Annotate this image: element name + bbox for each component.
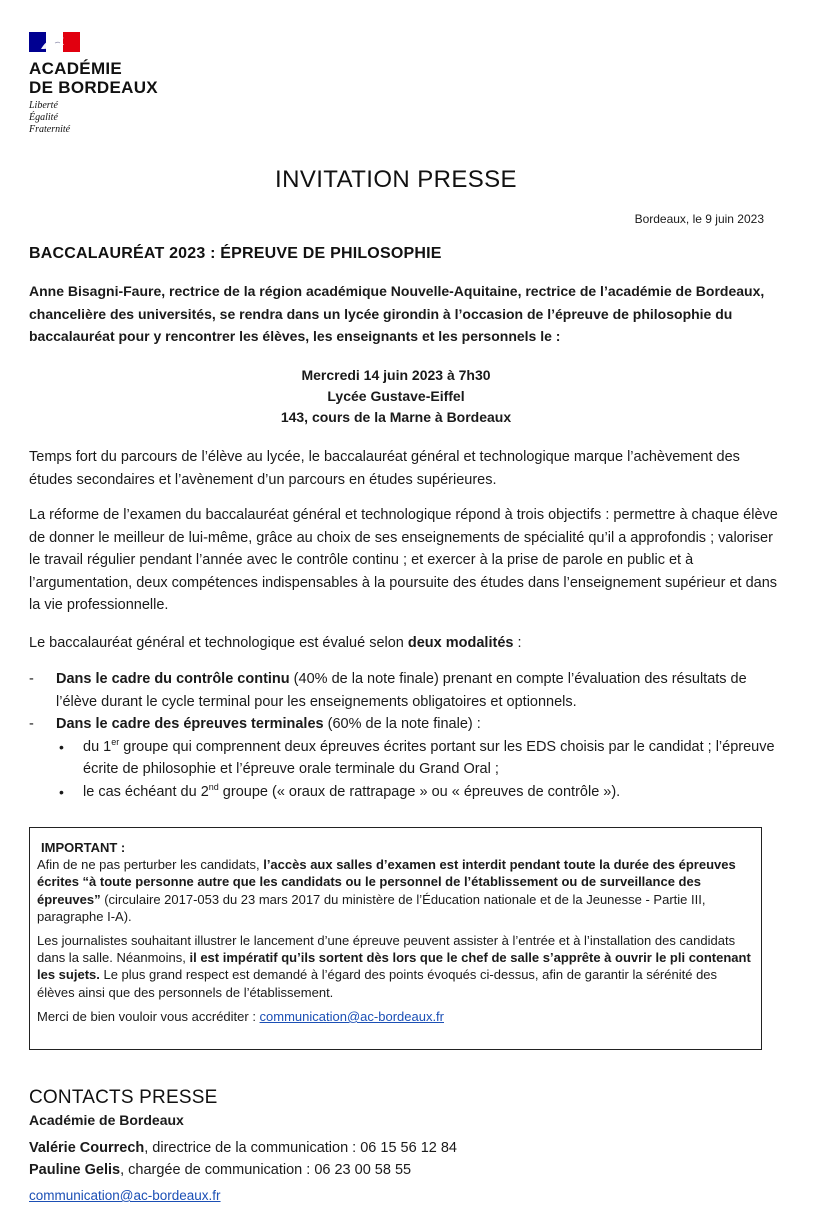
contacts-email-link[interactable]: communication@ac-bordeaux.fr bbox=[29, 1188, 221, 1203]
document-date: Bordeaux, le 9 juin 2023 bbox=[634, 212, 764, 226]
list-item: - Dans le cadre du contrôle continu (40% de la note finale) prenant en compte l’évaluation des résultats de l’élève durant le cycle terminal pour les enseignements obligatoires et optionnels. bbox=[29, 671, 747, 710]
paragraph-1: Temps fort du parcours de l’élève au lycée, le baccalauréat général et technologique marque l’achèvement des études secondaires et l’avènement d’un parcours en études supérieures. bbox=[29, 449, 740, 488]
lead-paragraph: Anne Bisagni-Faure, rectrice de la région académique Nouvelle-Aquitaine, rectrice de l’académie de Bordeaux, chancelière des universités, se rendra dans un lycée girondin à l’occasion de l’épreuve de philosophie du baccalauréat pour y rencontrer les élèves, les enseignants et les personnels le : bbox=[29, 283, 765, 344]
paragraph-3-bold: deux modalités bbox=[407, 635, 514, 651]
contacts-title: CONTACTS PRESSE bbox=[29, 1087, 218, 1108]
event-details bbox=[0, 365, 792, 428]
academie-name bbox=[29, 59, 158, 97]
document-heading: BACCALAURÉAT 2023 : ÉPREUVE DE PHILOSOPHIE bbox=[29, 245, 442, 262]
event-address: 143, cours de la Marne à Bordeaux bbox=[280, 409, 512, 425]
modalities-list bbox=[29, 668, 779, 803]
motto-egalite: Égalité bbox=[29, 112, 58, 123]
important-paragraph-1: Afin de ne pas perturber les candidats, l’accès aux salles d’examen est interdit pendant toute la durée des épreuves écrites “à toute personne autre que les candidats ou le personnel de l’établissement ou de surveillance des épreuves” (circulaire 2017-053 du 23 mars 2017 du ministère de l’Éducation nationale et de la Jeunesse - Partie III, paragraphe I-A). bbox=[37, 857, 736, 924]
document-title: INVITATION PRESSE bbox=[275, 166, 517, 193]
event-datetime: Mercredi 14 juin 2023 à 7h30 bbox=[301, 367, 491, 383]
academie-logo bbox=[29, 32, 158, 136]
bullet-icon: • bbox=[59, 738, 64, 755]
important-label: IMPORTANT : bbox=[41, 840, 126, 855]
list-item: - Dans le cadre des épreuves terminales (60% de la note finale) : bbox=[29, 716, 481, 732]
bullet-icon: • bbox=[59, 783, 64, 800]
republique-flag-icon bbox=[29, 32, 80, 52]
sub-list-item: • du 1er groupe qui comprennent deux épreuves écrites portant sur les EDS choisis par le candidat ; l’épreuve écrite de philosophie et l’épreuve orale terminale du Grand Oral ; bbox=[59, 736, 775, 777]
important-paragraph-2: Les journalistes souhaitant illustrer le lancement d’une épreuve peuvent assister à l’entrée et à l’installation des candidats dans la salle. Néanmoins, il est impératif qu’ils sortent dès lors que le chef de salle s’apprête à ouvrir le pli contenant les sujets. Le plus grand respect est demandé à l’égard des points évoqués ci-dessus, afin de garantir la sérénité des élèves ainsi que des personnels de l’établissement. bbox=[37, 933, 751, 1000]
motto-fraternite: Fraternité bbox=[29, 124, 71, 135]
paragraph-3: Le baccalauréat général et technologique est évalué selon deux modalités : bbox=[29, 635, 522, 651]
event-venue: Lycée Gustave-Eiffel bbox=[327, 388, 465, 404]
contacts-org: Académie de Bordeaux bbox=[29, 1112, 184, 1128]
sub-list-item: • le cas échéant du 2nd groupe (« oraux de rattrapage » ou « épreuves de contrôle »). bbox=[29, 781, 779, 804]
marianne-profile-icon bbox=[37, 34, 73, 50]
contact-2: Pauline Gelis, chargée de communication : 06 23 00 58 55 bbox=[29, 1162, 412, 1178]
academie-line1: ACADÉMIE bbox=[29, 59, 123, 78]
contact-1: Valérie Courrech, directrice de la communication : 06 15 56 12 84 bbox=[29, 1140, 457, 1156]
important-paragraph-3: Merci de bien vouloir vous accréditer : communication@ac-bordeaux.fr bbox=[37, 1008, 444, 1024]
important-notice-box bbox=[29, 827, 762, 1050]
motto-liberte: Liberté bbox=[29, 100, 58, 111]
republic-motto bbox=[29, 100, 158, 136]
paragraph-2: La réforme de l’examen du baccalauréat général et technologique répond à trois objectifs : permettre à chaque élève de donner le meilleur de lui-même, grâce au choix de ses enseignements de spécialité qu’il a approfondis ; valoriser le travail régulier pendant l’année avec le contrôle continu ; et exercer à la prise de parole en public et à l’argumentation, deux compétences indispensables à la poursuite des études dans l’enseignement supérieur et dans la vie professionnelle. bbox=[29, 507, 778, 614]
accreditation-email-link[interactable]: communication@ac-bordeaux.fr bbox=[259, 1008, 444, 1024]
academie-line2: DE BORDEAUX bbox=[29, 78, 158, 97]
